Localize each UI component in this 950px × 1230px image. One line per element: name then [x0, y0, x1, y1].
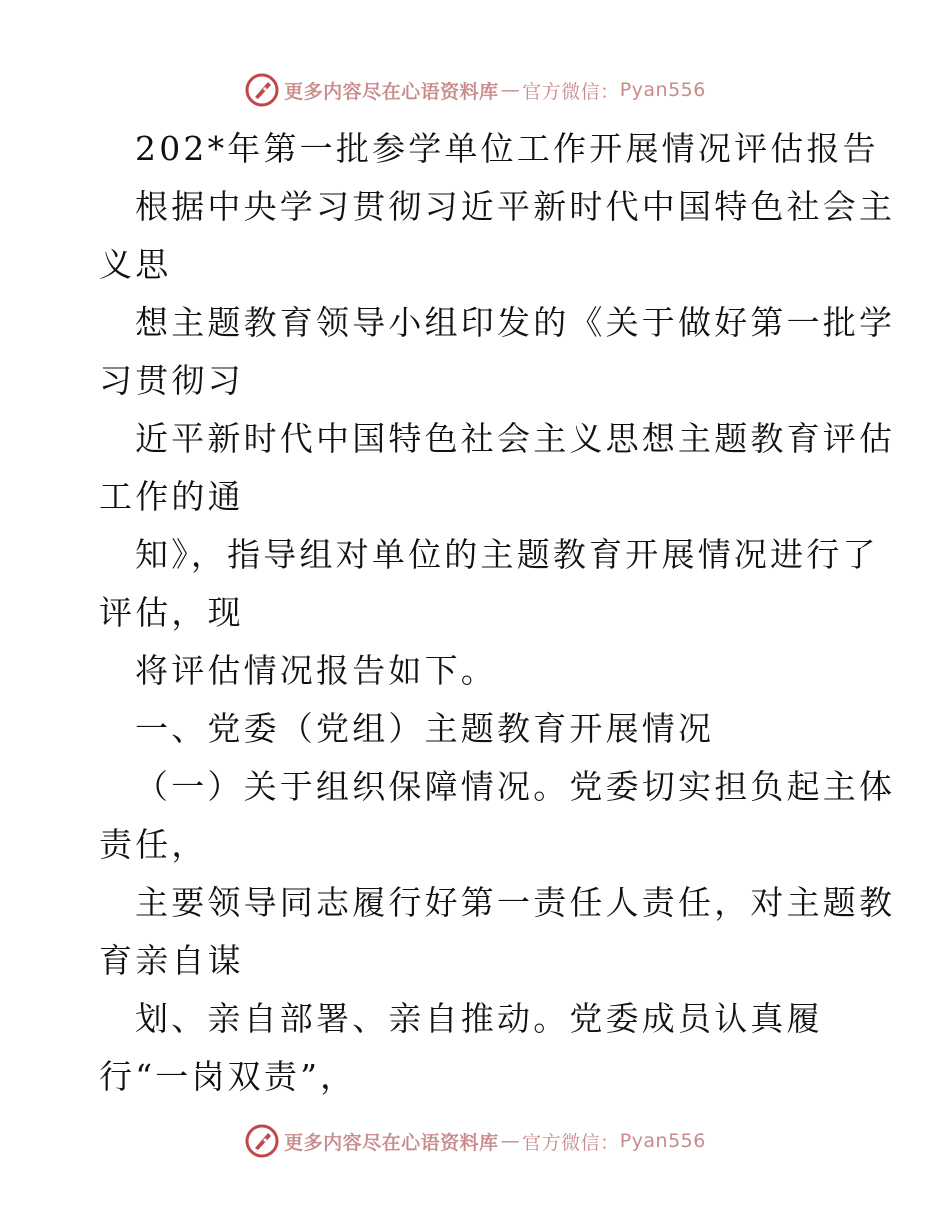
- paragraph-line: 想主题教育领导小组印发的《关于做好第一批学: [135, 303, 896, 342]
- watermark-handle: Pyan556: [619, 79, 706, 101]
- watermark-label: 官方微信：: [522, 80, 620, 103]
- paragraph-line: 将评估情况报告如下。: [135, 651, 497, 690]
- paragraph-line: 工作的通: [99, 477, 244, 516]
- pen-nib-logo-icon: [244, 72, 280, 108]
- paragraph-line: 义思: [99, 245, 172, 284]
- section-heading: 一、党委（党组）主题教育开展情况: [135, 709, 715, 748]
- watermark-label: 官方微信：: [522, 1131, 620, 1154]
- header-watermark: [0, 70, 950, 110]
- paragraph-line: 评估，现: [99, 593, 244, 632]
- pen-nib-logo-icon: [244, 1123, 280, 1159]
- watermark-handle: Pyan556: [619, 1130, 706, 1152]
- paragraph-line: 划、亲自部署、亲自推动。党委成员认真履: [135, 999, 823, 1038]
- paragraph-line: 行“一岗双责”，: [99, 1057, 357, 1096]
- paragraph-line: （一）关于组织保障情况。党委切实担负起主体: [135, 767, 896, 806]
- paragraph-line: 近平新时代中国特色社会主义思想主题教育评估: [135, 419, 896, 458]
- watermark-dash: —: [500, 1130, 521, 1152]
- document-title: 202*年第一批参学单位工作开展情况评估报告: [135, 129, 879, 168]
- footer-watermark: [0, 1121, 950, 1161]
- paragraph-line: 知》，指导组对单位的主题教育开展情况进行了: [135, 535, 879, 574]
- watermark-brand: 更多内容尽在心语资料库: [284, 80, 499, 103]
- paragraph-line: 责任，: [99, 825, 208, 864]
- paragraph-line: 主要领导同志履行好第一责任人责任，对主题教: [135, 883, 896, 922]
- watermark-dash: —: [500, 79, 521, 101]
- paragraph-line: 根据中央学习贯彻习近平新时代中国特色社会主: [135, 187, 896, 226]
- watermark-brand: 更多内容尽在心语资料库: [284, 1131, 499, 1154]
- paragraph-line: 育亲自谋: [99, 941, 244, 980]
- paragraph-line: 习贯彻习: [99, 361, 244, 400]
